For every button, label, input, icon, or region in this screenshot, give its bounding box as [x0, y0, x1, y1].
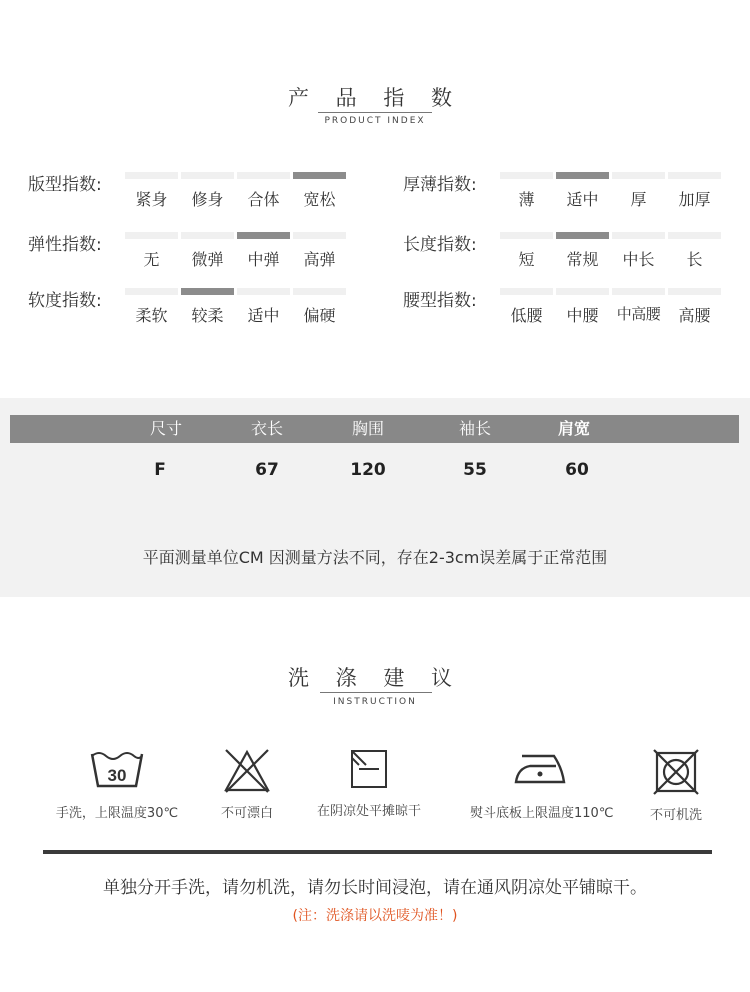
header-sleeve: 袖长: [458, 419, 491, 438]
svg-text:30: 30: [107, 766, 127, 785]
index-option-label: 薄: [518, 190, 535, 209]
index-option-label: 微弹: [191, 250, 224, 269]
index-option: [181, 172, 234, 210]
index-marker-active: [293, 172, 346, 179]
index-marker: [500, 288, 553, 295]
index-option: [181, 288, 234, 326]
index-marker: [237, 288, 290, 295]
index-option: [237, 232, 290, 270]
index-scale: [125, 288, 349, 326]
washing-warning: (注：洗涤请以洗唛为准！): [292, 908, 458, 924]
index-option-label: 高弹: [303, 250, 336, 269]
care-item-dry-flat: [299, 748, 439, 819]
size-table-header: [10, 415, 739, 443]
care-item-iron: [470, 748, 614, 821]
index-option-label: 宽松: [303, 190, 336, 209]
index-marker: [500, 232, 553, 239]
index-option-label: 常规: [566, 250, 599, 269]
index-option-label: 紧身: [135, 190, 168, 209]
index-option-label: 中高腰: [616, 305, 661, 323]
index-scale: [125, 172, 349, 210]
washing-title-underline: [320, 692, 432, 693]
index-option: [237, 288, 290, 326]
divider: [43, 850, 712, 854]
iron-label: 熨斗底板上限温度110℃: [470, 806, 614, 821]
index-scale: [500, 232, 724, 270]
header-bust: 胸围: [351, 419, 384, 438]
no-machine-wash-icon: [652, 748, 700, 796]
index-option: [668, 288, 721, 326]
header-length: 衣长: [250, 419, 283, 438]
index-option: [125, 172, 178, 210]
index-label: 厚薄指数:: [403, 175, 477, 195]
index-option-label: 加厚: [678, 190, 711, 209]
index-option: [181, 232, 234, 270]
index-marker: [181, 172, 234, 179]
index-scale: [125, 232, 349, 270]
index-marker: [612, 232, 665, 239]
index-option-label: 高腰: [678, 306, 711, 325]
washing-subtitle: INSTRUCTION: [333, 697, 417, 707]
index-option-label: 合体: [247, 190, 280, 209]
dry-flat-shade-icon: [349, 748, 389, 790]
index-marker: [293, 232, 346, 239]
index-option-label: 适中: [247, 306, 280, 325]
product-index-subtitle: PRODUCT INDEX: [324, 116, 426, 126]
index-option: [237, 172, 290, 210]
index-option-label: 中长: [622, 250, 655, 269]
index-marker: [668, 232, 721, 239]
index-scale: [500, 172, 724, 210]
index-marker: [500, 172, 553, 179]
index-marker: [181, 232, 234, 239]
index-label: 长度指数:: [403, 235, 477, 255]
index-option: [556, 172, 609, 210]
index-label: 弹性指数:: [28, 235, 102, 255]
index-option: [668, 232, 721, 270]
index-option: [293, 288, 346, 326]
index-option: [612, 232, 665, 270]
index-marker-active: [556, 172, 609, 179]
index-label: 腰型指数:: [403, 291, 477, 311]
index-marker-active: [181, 288, 234, 295]
index-marker: [125, 232, 178, 239]
index-label: 版型指数:: [28, 175, 102, 195]
product-index-title: 产 品 指 数: [287, 86, 463, 110]
index-option: [500, 232, 553, 270]
care-item-no-machine-wash: [606, 748, 746, 823]
index-option: [556, 232, 609, 270]
index-option-label: 偏硬: [303, 306, 336, 325]
no-machine-wash-label: 不可机洗: [649, 808, 702, 823]
index-option-label: 长: [686, 250, 703, 269]
washing-instruction: 单独分开手洗，请勿机洗，请勿长时间浸泡，请在通风阴凉处平铺晾干。: [103, 878, 647, 898]
index-option: [293, 232, 346, 270]
index-label: 软度指数:: [28, 291, 102, 311]
index-option: [612, 172, 665, 210]
index-marker: [237, 172, 290, 179]
index-option: [125, 232, 178, 270]
index-marker-active: [556, 232, 609, 239]
index-option-label: 中腰: [566, 306, 599, 325]
header-shoulder: 肩宽: [557, 419, 590, 438]
title-underline: [318, 112, 432, 113]
index-option: [500, 288, 553, 326]
value-bust: 120: [350, 460, 386, 480]
washing-title: 洗 涤 建 议: [287, 666, 463, 690]
index-marker: [668, 172, 721, 179]
index-option-label: 短: [518, 250, 535, 269]
value-sleeve: 55: [463, 460, 487, 480]
index-option-label: 厚: [630, 190, 647, 209]
index-marker: [125, 172, 178, 179]
index-option: [293, 172, 346, 210]
index-marker: [612, 172, 665, 179]
index-scale: [500, 288, 724, 326]
no-bleach-label: 不可漂白: [220, 806, 273, 821]
hand-wash-label: 手洗，上限温度30℃: [55, 806, 179, 821]
index-marker-active: [237, 232, 290, 239]
dry-flat-label: 在阴凉处平摊晾干: [316, 804, 421, 819]
index-marker: [612, 288, 665, 295]
index-option-label: 较柔: [191, 306, 224, 325]
value-shoulder: 60: [565, 460, 589, 480]
index-option-label: 修身: [191, 190, 224, 209]
header-size: 尺寸: [149, 419, 182, 438]
hand-wash-30-icon: [89, 748, 145, 790]
index-option-label: 柔软: [135, 306, 168, 325]
index-marker: [668, 288, 721, 295]
index-option: [612, 288, 665, 326]
index-option: [668, 172, 721, 210]
index-option: [556, 288, 609, 326]
index-option-label: 低腰: [510, 306, 543, 325]
index-marker: [293, 288, 346, 295]
index-option: [500, 172, 553, 210]
index-option-label: 无: [143, 250, 160, 269]
care-item-hand-wash: [47, 748, 187, 821]
measure-note: 平面测量单位CM 因测量方法不同，存在2-3cm误差属于正常范围: [142, 548, 608, 567]
index-option-label: 中弹: [247, 250, 280, 269]
iron-110-icon: [512, 748, 568, 788]
index-marker: [125, 288, 178, 295]
index-option-label: 适中: [566, 190, 599, 209]
index-option: [125, 288, 178, 326]
value-size: F: [154, 460, 166, 480]
index-marker: [556, 288, 609, 295]
no-bleach-icon: [222, 748, 272, 794]
care-item-no-bleach: [177, 748, 317, 821]
value-length: 67: [255, 460, 279, 480]
